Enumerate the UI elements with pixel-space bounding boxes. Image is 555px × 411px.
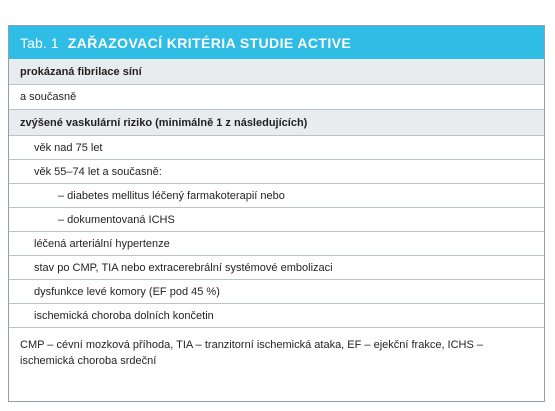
criterion-stroke-tia-embolism: stav po CMP, TIA nebo extracerebrální systémové embolizaci — [9, 256, 544, 280]
table-number: Tab. 1 — [20, 34, 59, 51]
table-title: ZAŘAZOVACÍ KRITÉRIA STUDIE ACTIVE — [67, 34, 352, 51]
table-header — [9, 26, 544, 59]
criterion-left-ventricular-dysfunction: dysfunkce levé komory (EF pod 45 %) — [9, 280, 544, 304]
criterion-peripheral-artery-disease: ischemická choroba dolních končetin — [9, 304, 544, 328]
section-row-vascular-risk: zvýšené vaskulární riziko (minimálně 1 z následujících) — [9, 110, 544, 136]
row-and-simultaneously: a současně — [9, 85, 544, 110]
table-footnote: CMP – cévní mozková příhoda, TIA – tranzitorní ischemická ataka, EF – ejekční frakce, ICHS – ischemická choroba srdeční — [20, 339, 484, 367]
section-row-atrial-fibrillation: prokázaná fibrilace síní — [9, 59, 544, 85]
criterion-age-55-74: věk 55–74 let a současně: — [9, 160, 544, 184]
criterion-age-over-75: věk nad 75 let — [9, 136, 544, 160]
criteria-table — [8, 25, 545, 402]
subcriterion-ichs: – dokumentovaná ICHS — [9, 208, 544, 232]
criterion-hypertension: léčená arteriální hypertenze — [9, 232, 544, 256]
subcriterion-diabetes: – diabetes mellitus léčený farmakoterapií nebo — [9, 184, 544, 208]
